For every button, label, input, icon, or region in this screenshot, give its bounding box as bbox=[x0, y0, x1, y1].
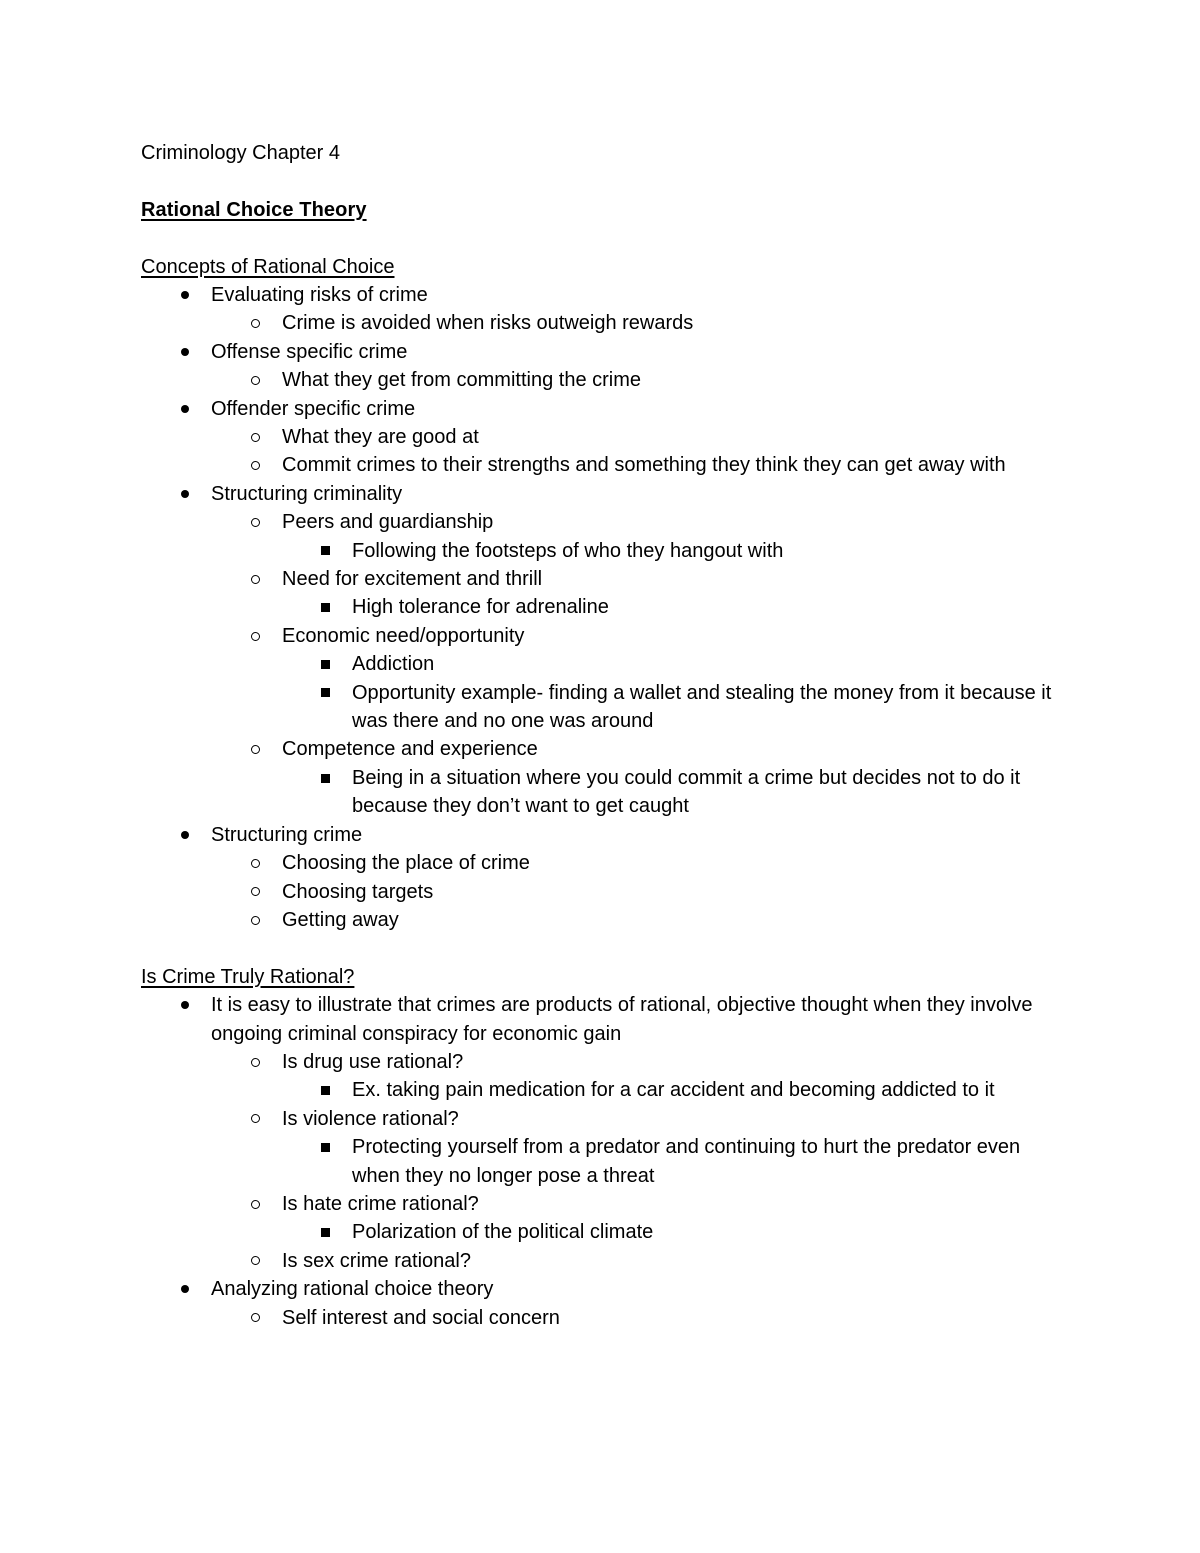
bullet-square-icon bbox=[317, 1133, 333, 1161]
list-item-text: It is easy to illustrate that crimes are products of rational, objective thought when they involve ongoing criminal conspiracy for economic gain bbox=[211, 994, 1033, 1045]
list-item-text: Offense specific crime bbox=[211, 340, 408, 363]
section-heading: Rational Choice Theory bbox=[141, 198, 367, 221]
list-item bbox=[141, 1048, 1081, 1076]
list-item bbox=[141, 650, 1081, 678]
bullet-dot-icon bbox=[177, 281, 193, 309]
bullet-circle-icon bbox=[247, 735, 263, 763]
list-item bbox=[141, 764, 1081, 821]
bullet-list-level-2 bbox=[141, 309, 1081, 337]
bullet-list-level-3 bbox=[141, 593, 1081, 621]
bullet-circle-icon bbox=[247, 366, 263, 394]
list-item-text: Addiction bbox=[352, 653, 435, 676]
bullet-list-level-2 bbox=[141, 849, 1081, 934]
bullet-dot-icon bbox=[177, 821, 193, 849]
list-item-text: Is sex crime rational? bbox=[282, 1249, 471, 1272]
document-title: Criminology Chapter 4 bbox=[141, 142, 340, 164]
list-item bbox=[141, 451, 1081, 479]
list-item bbox=[141, 338, 1081, 366]
list-item bbox=[141, 1247, 1081, 1275]
bullet-dot-icon bbox=[177, 991, 193, 1019]
bullet-list-level-2 bbox=[141, 423, 1081, 480]
list-item-text: Protecting yourself from a predator and continuing to hurt the predator even when they no longer pose a threat bbox=[352, 1136, 1021, 1187]
list-item bbox=[141, 508, 1081, 536]
list-item-text: Is drug use rational? bbox=[282, 1050, 464, 1073]
list-item-text: Is violence rational? bbox=[282, 1107, 459, 1130]
list-item bbox=[141, 1190, 1081, 1218]
list-item-text: Following the footsteps of who they hangout with bbox=[352, 539, 784, 562]
section-subheading: Concepts of Rational Choice bbox=[141, 255, 395, 278]
bullet-circle-icon bbox=[247, 906, 263, 934]
list-item bbox=[141, 821, 1081, 849]
bullet-list-level-2 bbox=[141, 1048, 1081, 1275]
bullet-circle-icon bbox=[247, 1105, 263, 1133]
bullet-circle-icon bbox=[247, 565, 263, 593]
bullet-list-level-2 bbox=[141, 1304, 1081, 1332]
list-item-text: Crime is avoided when risks outweigh rewards bbox=[282, 312, 694, 335]
list-item-text: Is hate crime rational? bbox=[282, 1192, 479, 1215]
bullet-circle-icon bbox=[247, 1304, 263, 1332]
bullet-list-level-3 bbox=[141, 537, 1081, 565]
bullet-circle-icon bbox=[247, 309, 263, 337]
bullet-dot-icon bbox=[177, 338, 193, 366]
bullet-square-icon bbox=[317, 650, 333, 678]
list-item bbox=[141, 593, 1081, 621]
bullet-list-level-3 bbox=[141, 1218, 1081, 1246]
bullet-dot-icon bbox=[177, 1275, 193, 1303]
list-item-text: Analyzing rational choice theory bbox=[211, 1278, 494, 1301]
list-item bbox=[141, 991, 1081, 1048]
list-item-text: What they are good at bbox=[282, 426, 479, 449]
bullet-dot-icon bbox=[177, 480, 193, 508]
bullet-square-icon bbox=[317, 679, 333, 707]
list-item-text: Being in a situation where you could commit a crime but decides not to do it because they don’t want to get caught bbox=[352, 766, 1021, 818]
list-item-text: Structuring crime bbox=[211, 823, 363, 846]
list-item bbox=[141, 366, 1081, 394]
list-item bbox=[141, 1218, 1081, 1246]
bullet-list-level-2 bbox=[141, 508, 1081, 820]
list-item bbox=[141, 1076, 1081, 1104]
section-subheading: Is Crime Truly Rational? bbox=[141, 965, 355, 988]
list-item bbox=[141, 878, 1081, 906]
list-item bbox=[141, 537, 1081, 565]
bullet-list-level-3 bbox=[141, 764, 1081, 821]
list-item-text: Offender specific crime bbox=[211, 397, 416, 420]
bullet-square-icon bbox=[317, 764, 333, 792]
list-item bbox=[141, 679, 1081, 736]
list-item bbox=[141, 622, 1081, 650]
list-item-text: Getting away bbox=[282, 908, 399, 931]
list-item bbox=[141, 395, 1081, 423]
bullet-circle-icon bbox=[247, 1247, 263, 1275]
bullet-circle-icon bbox=[247, 423, 263, 451]
list-item bbox=[141, 1105, 1081, 1133]
list-item bbox=[141, 1304, 1081, 1332]
bullet-square-icon bbox=[317, 593, 333, 621]
subheading-line bbox=[141, 963, 1081, 991]
bullet-square-icon bbox=[317, 1076, 333, 1104]
list-item-text: Opportunity example- finding a wallet and stealing the money from it because it was there and no one was around bbox=[352, 681, 1052, 733]
section-heading-line bbox=[141, 196, 1081, 224]
bullet-circle-icon bbox=[247, 1190, 263, 1218]
list-item bbox=[141, 565, 1081, 593]
list-item bbox=[141, 1133, 1081, 1190]
list-item-text: Polarization of the political climate bbox=[352, 1221, 654, 1244]
bullet-circle-icon bbox=[247, 451, 263, 479]
bullet-circle-icon bbox=[247, 849, 263, 877]
list-item-text: Peers and guardianship bbox=[282, 511, 494, 534]
bullet-list-level-3 bbox=[141, 1133, 1081, 1190]
notes-body bbox=[141, 253, 1081, 1332]
bullet-list-level-2 bbox=[141, 366, 1081, 394]
list-item-text: High tolerance for adrenaline bbox=[352, 596, 609, 619]
list-item bbox=[141, 906, 1081, 934]
list-item bbox=[141, 1275, 1081, 1303]
list-item bbox=[141, 735, 1081, 763]
list-item bbox=[141, 423, 1081, 451]
blank-line bbox=[141, 224, 1081, 252]
list-item-text: Self interest and social concern bbox=[282, 1306, 560, 1329]
list-item-text: Choosing the place of crime bbox=[282, 852, 530, 875]
bullet-circle-icon bbox=[247, 1048, 263, 1076]
list-item-text: Ex. taking pain medication for a car accident and becoming addicted to it bbox=[352, 1079, 995, 1102]
bullet-circle-icon bbox=[247, 622, 263, 650]
list-item-text: Commit crimes to their strengths and something they think they can get away with bbox=[282, 454, 1006, 477]
list-item-text: Evaluating risks of crime bbox=[211, 283, 428, 306]
bullet-list-level-3 bbox=[141, 1076, 1081, 1104]
list-item bbox=[141, 281, 1081, 309]
list-item-text: Economic need/opportunity bbox=[282, 624, 525, 647]
bullet-circle-icon bbox=[247, 878, 263, 906]
document-page bbox=[141, 139, 1081, 1332]
list-item-text: Structuring criminality bbox=[211, 482, 403, 505]
list-item-text: Need for excitement and thrill bbox=[282, 568, 543, 591]
list-item bbox=[141, 480, 1081, 508]
blank-line bbox=[141, 167, 1081, 195]
list-item-text: What they get from committing the crime bbox=[282, 369, 642, 392]
blank-line bbox=[141, 934, 1081, 962]
bullet-list-level-3 bbox=[141, 650, 1081, 735]
bullet-square-icon bbox=[317, 537, 333, 565]
bullet-list-level-1 bbox=[141, 281, 1081, 934]
list-item-text: Choosing targets bbox=[282, 880, 434, 903]
bullet-list-level-1 bbox=[141, 991, 1081, 1332]
subheading-line bbox=[141, 253, 1081, 281]
bullet-circle-icon bbox=[247, 508, 263, 536]
list-item bbox=[141, 309, 1081, 337]
bullet-square-icon bbox=[317, 1218, 333, 1246]
list-item bbox=[141, 849, 1081, 877]
list-item-text: Competence and experience bbox=[282, 738, 538, 761]
bullet-dot-icon bbox=[177, 395, 193, 423]
